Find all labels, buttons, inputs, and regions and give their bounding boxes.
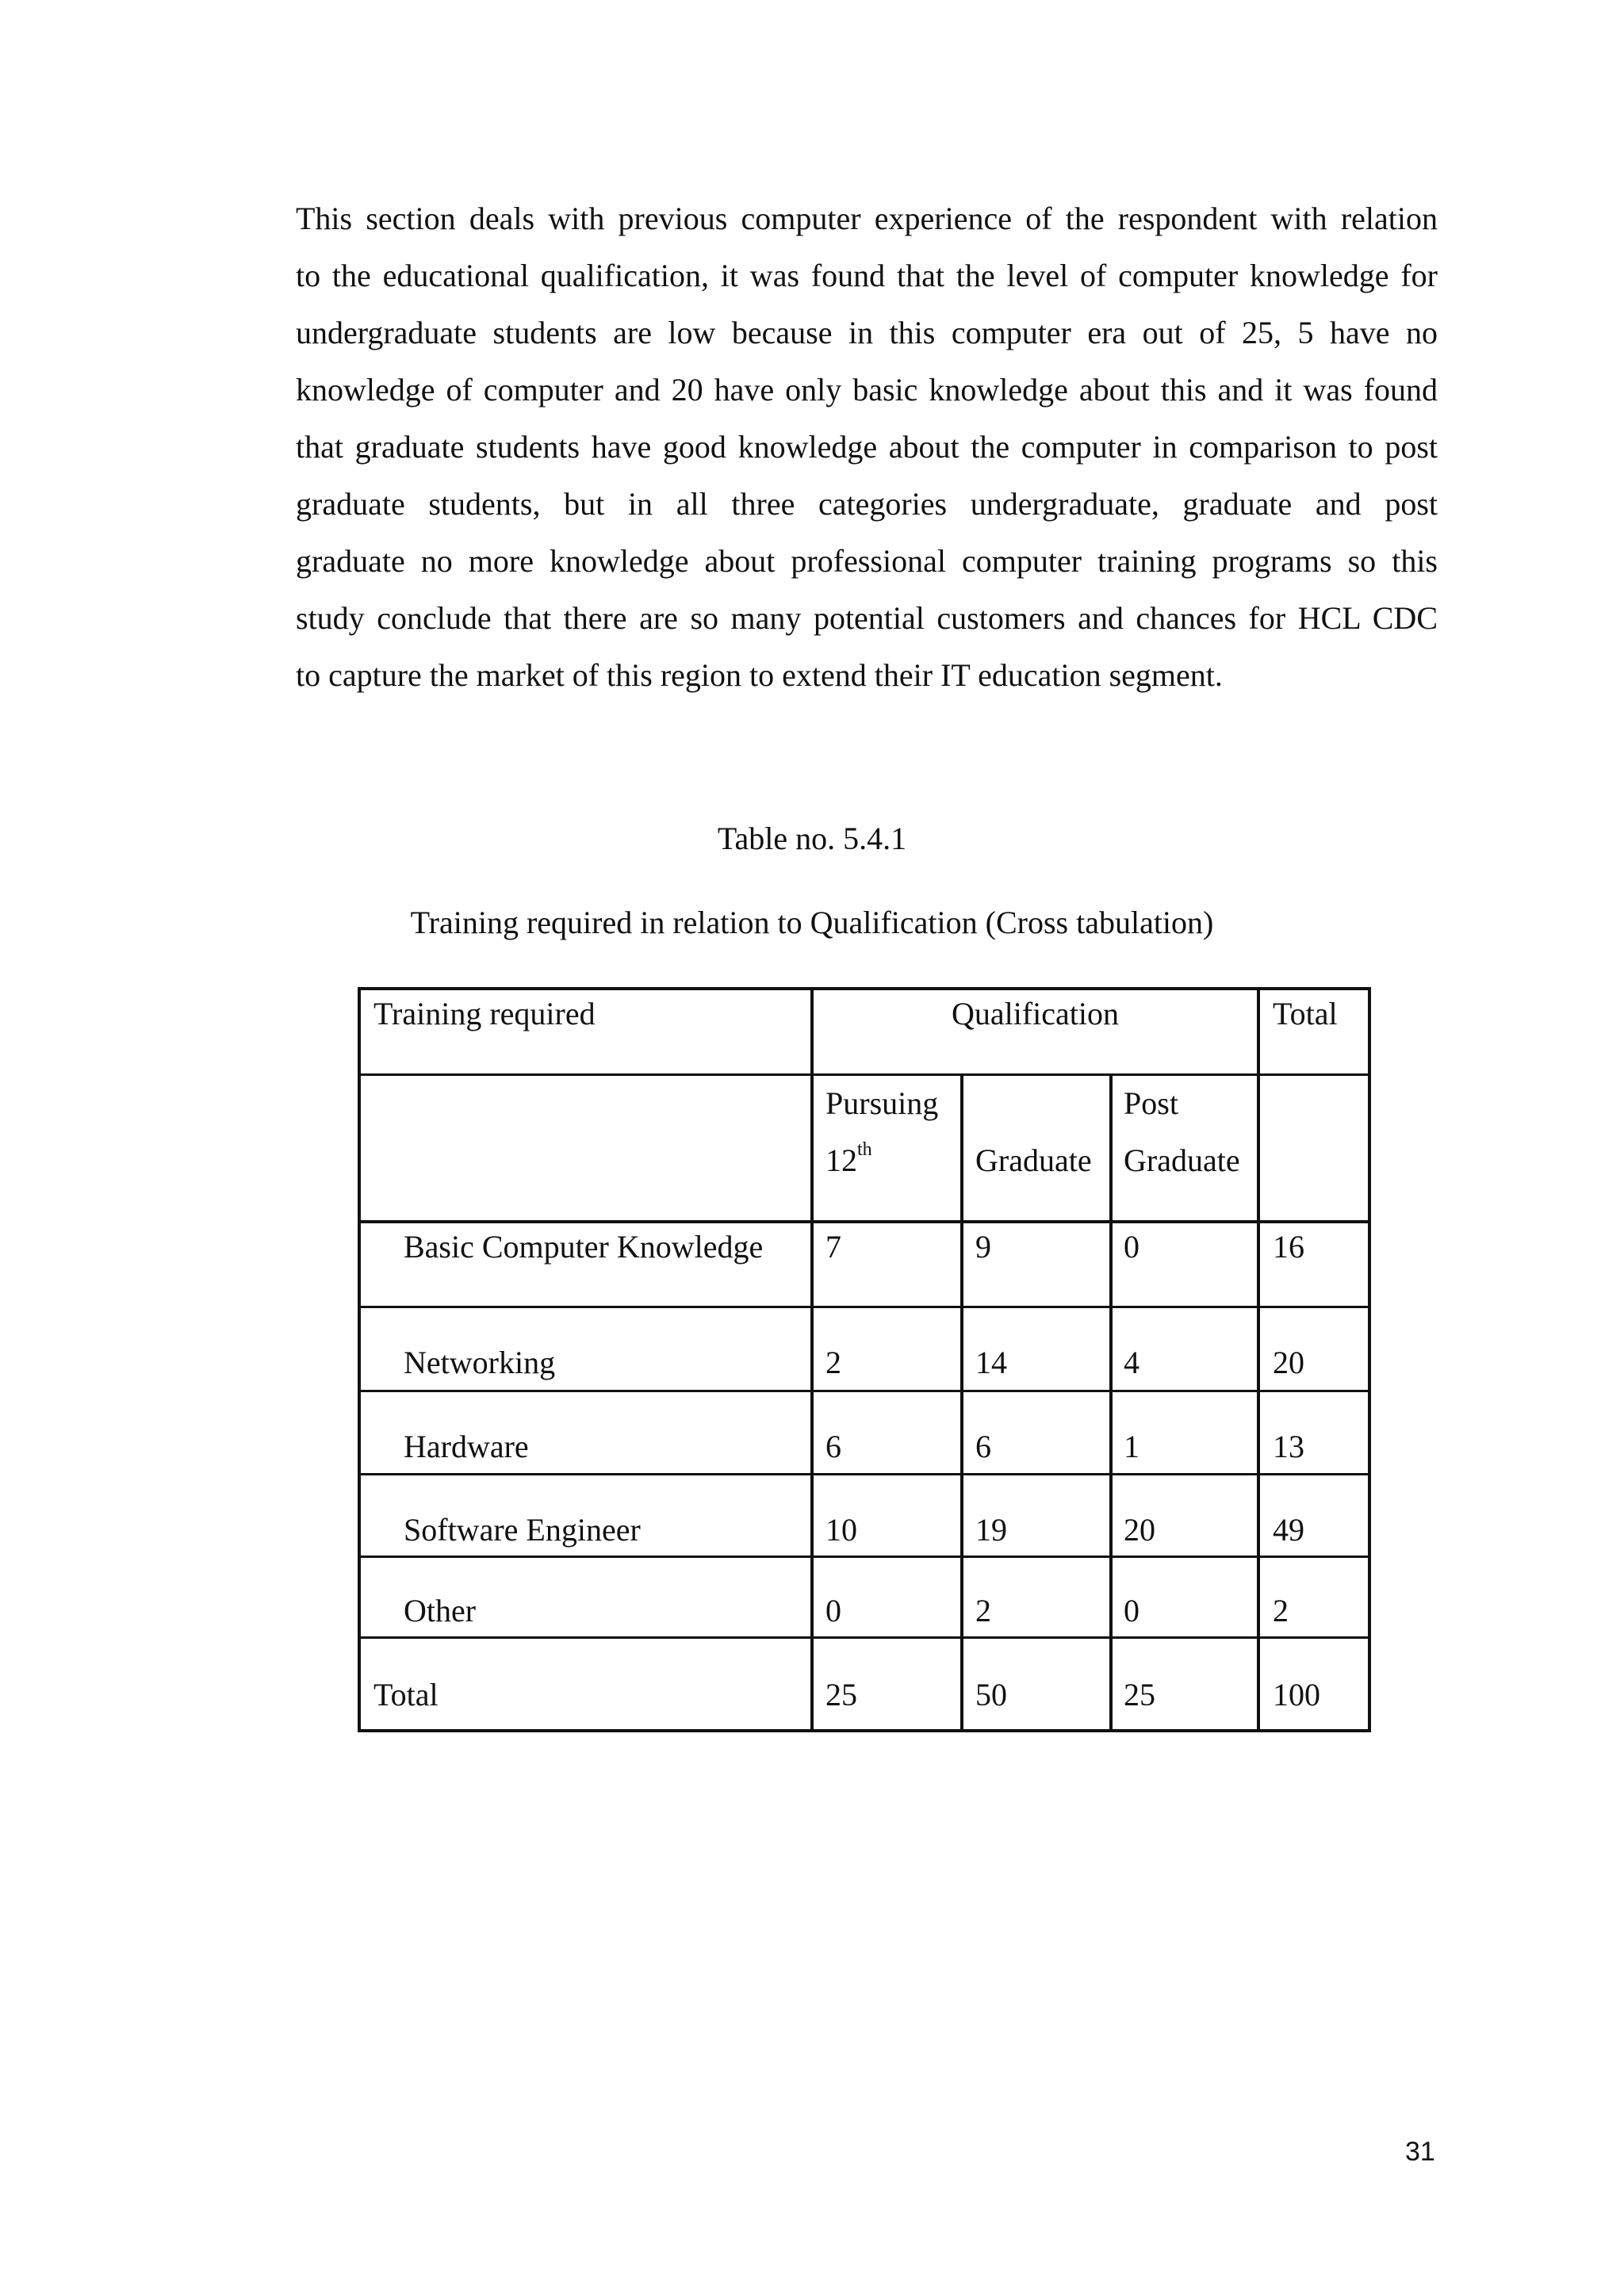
row-label: Hardware	[404, 1429, 529, 1464]
cell-pursuing: 7	[825, 1229, 841, 1265]
subheader-post-line2: Graduate	[1124, 1142, 1240, 1178]
table-caption: Training required in relation to Qualification (Cross tabulation)	[410, 905, 1214, 940]
row-label: Software Engineer	[404, 1512, 641, 1548]
table-number: Table no. 5.4.1	[717, 821, 907, 856]
subheader-pursuing-number: 12	[825, 1142, 857, 1178]
header-total: Total	[1273, 996, 1338, 1031]
cell-post-graduate: 4	[1124, 1345, 1139, 1380]
cell-post-graduate: 1	[1124, 1429, 1139, 1464]
paragraph-line: study conclude that there are so many potential customers and chances for HCL CDC	[296, 600, 1438, 636]
row-label: Networking	[404, 1345, 556, 1380]
cell-graduate: 14	[975, 1345, 1007, 1380]
row-label: Basic Computer Knowledge	[404, 1229, 764, 1265]
table-row	[361, 1557, 1368, 1636]
table-row	[361, 1391, 1368, 1473]
paragraph-line: This section deals with previous computer experience of the respondent with relation	[296, 201, 1438, 236]
cell-pursuing: 6	[825, 1429, 841, 1464]
subheader-pursuing-suffix: th	[857, 1138, 872, 1160]
total-total: 100	[1273, 1677, 1320, 1712]
cell-total: 2	[1273, 1593, 1289, 1628]
paragraph-line: knowledge of computer and 20 have only basic knowledge about this and it was found	[296, 372, 1438, 408]
table-row	[361, 1223, 1368, 1306]
total-graduate: 50	[975, 1677, 1007, 1712]
cell-graduate: 6	[975, 1429, 991, 1464]
paragraph-line: to the educational qualification, it was found that the level of computer knowledge for	[296, 258, 1438, 293]
total-row-label: Total	[373, 1677, 439, 1712]
cell-total: 49	[1273, 1512, 1304, 1548]
page-number: 31	[1405, 2137, 1435, 2167]
row-label: Other	[404, 1593, 477, 1628]
table-subheader-row	[361, 1075, 1368, 1220]
cross-tabulation-table	[358, 987, 1371, 1732]
table-total-row	[361, 1638, 1368, 1729]
body-paragraph	[296, 190, 1438, 704]
paragraph-line: undergraduate students are low because in this computer era out of 25, 5 have no	[296, 315, 1438, 350]
total-pursuing: 25	[825, 1677, 857, 1712]
paragraph-line: that graduate students have good knowledge about the computer in comparison to post	[296, 429, 1438, 465]
cell-post-graduate: 0	[1124, 1229, 1139, 1265]
cell-total: 16	[1273, 1229, 1304, 1265]
header-qualification: Qualification	[951, 996, 1120, 1031]
table-row	[361, 1475, 1368, 1556]
table-header-row	[361, 990, 1368, 1073]
cell-total: 13	[1273, 1429, 1304, 1464]
cell-total: 20	[1273, 1345, 1304, 1380]
subheader-pursuing-line2	[825, 1132, 938, 1189]
header-training-required: Training required	[373, 996, 596, 1031]
subheader-post-line1: Post	[1124, 1085, 1178, 1121]
cell-graduate: 9	[975, 1229, 991, 1265]
cell-graduate: 2	[975, 1593, 991, 1628]
paragraph-line: graduate students, but in all three categories undergraduate, graduate and post	[296, 486, 1438, 522]
cell-post-graduate: 20	[1124, 1512, 1155, 1548]
subheader-graduate: Graduate	[975, 1142, 1092, 1178]
cell-pursuing: 10	[825, 1512, 857, 1548]
subheader-pursuing-line1: Pursuing	[825, 1085, 939, 1121]
cell-pursuing: 2	[825, 1345, 841, 1380]
paragraph-line: to capture the market of this region to extend their IT education segment.	[296, 657, 1223, 693]
table-row	[361, 1307, 1368, 1390]
cell-graduate: 19	[975, 1512, 1007, 1548]
cell-post-graduate: 0	[1124, 1593, 1139, 1628]
subheader-post-graduate	[1124, 1075, 1240, 1220]
paragraph-line: graduate no more knowledge about professional computer training programs so this	[296, 543, 1438, 579]
subheader-pursuing	[825, 1075, 938, 1220]
cell-pursuing: 0	[825, 1593, 841, 1628]
total-post-graduate: 25	[1124, 1677, 1155, 1712]
